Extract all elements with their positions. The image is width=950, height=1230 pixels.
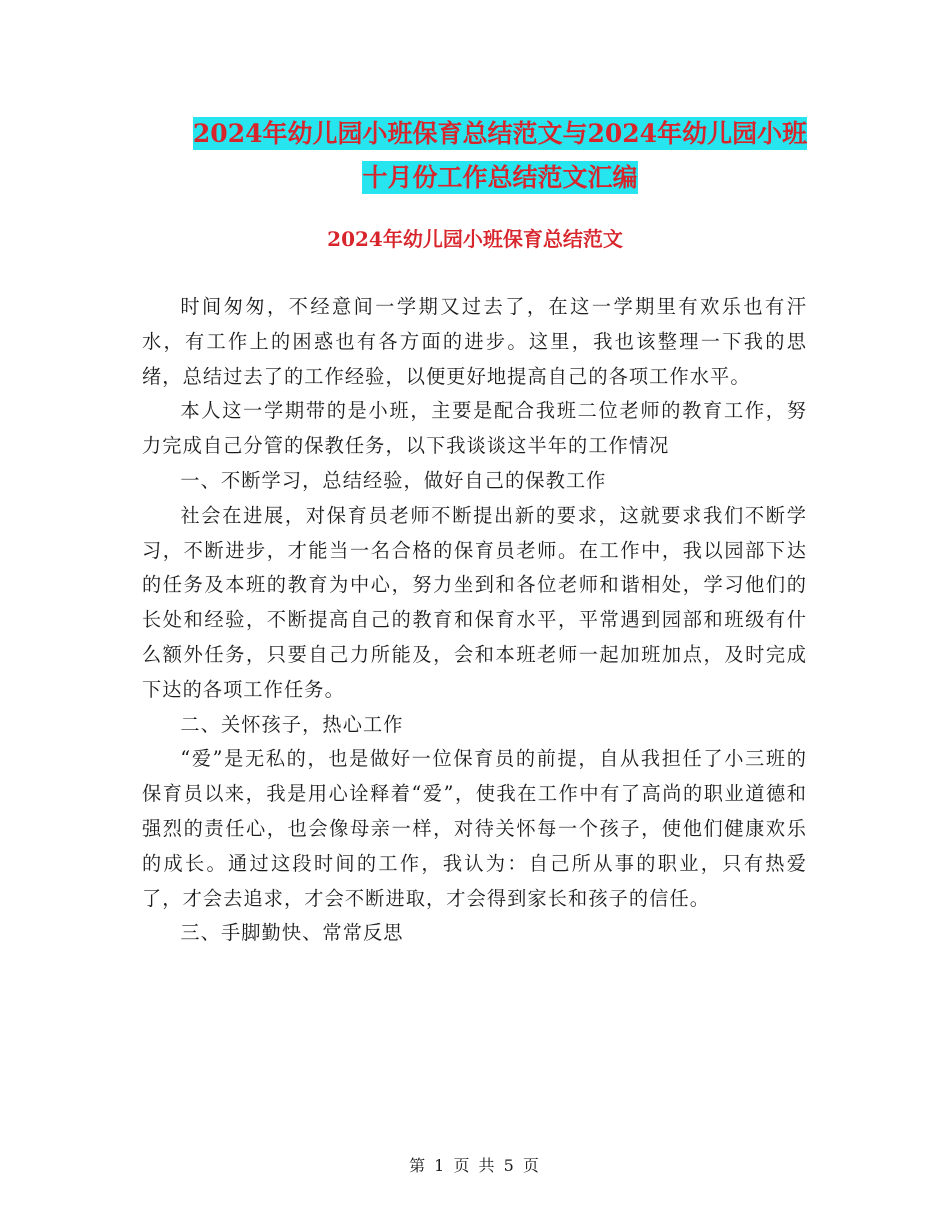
heading-section-2: 二、关怀孩子，热心工作 [180,712,404,736]
paragraph-class-overview: 本人这一学期带的是小班，主要是配合我班二位老师的教育工作，努力完成自己分管的保教任务，以下我谈谈这半年的工作情况 [142,399,807,458]
document-body [142,290,807,951]
document-title-line-1: 2024年幼儿园小班保育总结范文与2024年幼儿园小班 [192,119,808,148]
page-number-footer: 第 1 页 共 5 页 [409,1156,541,1175]
heading-section-3: 三、手脚勤快、常常反思 [180,921,404,945]
paragraph-learning: 社会在进展，对保育员老师不断提出新的要求，这就要求我们不断学习，不断进步，才能当一名合格的保育员老师。在工作中，我以园部下达的任务及本班的教育为中心，努力坐到和各位老师和谐相处，学习他们的长处和经验，不断提高自己的教育和保育水平，平常遇到园部和班级有什么额外任务，只要自己力所能及，会和本班老师一起加班加点，及时完成下达的各项工作任务。 [142,503,807,701]
document-title [140,112,860,200]
document-title-line-2: 十月份工作总结范文汇编 [362,163,638,192]
paragraph-intro: 时间匆匆，不经意间一学期又过去了，在这一学期里有欢乐也有汗水，有工作上的困惑也有各方面的进步。这里，我也该整理一下我的思绪，总结过去了的工作经验，以便更好地提高自己的各项工作水平。 [142,295,807,388]
heading-section-1: 一、不断学习，总结经验，做好自己的保教工作 [180,468,607,492]
paragraph-care: “爱”是无私的，也是做好一位保育员的前提，自从我担任了小三班的保育员以来，我是用心诠释着“爱”，使我在工作中有了高尚的职业道德和强烈的责任心，也会像母亲一样，对待关怀每一个孩子，使他们健康欢乐的成长。通过这段时间的工作，我认为：自己所从事的职业，只有热爱了，才会去追求，才会不断进取，才会得到家长和孩子的信任。 [142,747,807,910]
section-title: 2024年幼儿园小班保育总结范文 [327,227,623,251]
